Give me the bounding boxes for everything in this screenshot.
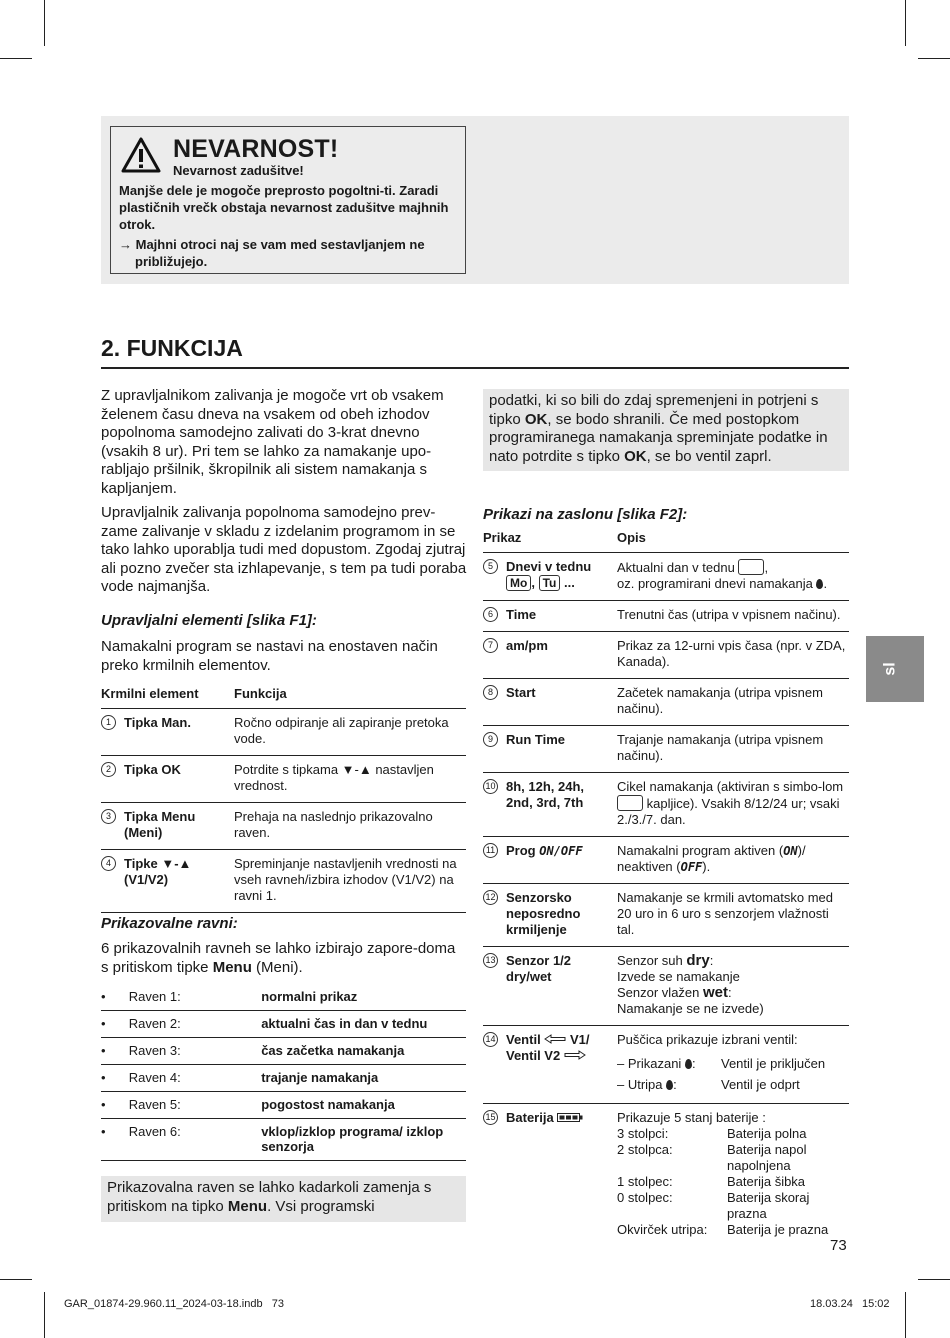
display-name: Senzor 1/2 dry/wet bbox=[506, 953, 572, 984]
wet-label: wet bbox=[703, 984, 729, 1001]
warning-instruction: → Majhni otroci naj se vam med sestavljanjem ne približujejo. bbox=[119, 237, 425, 269]
display-name: 8h, 12h, 24h, 2nd, 3rd, 7th bbox=[506, 779, 585, 810]
drop-icon bbox=[666, 1080, 673, 1090]
display-desc: ). bbox=[702, 859, 711, 874]
number-badge: 7 bbox=[483, 638, 498, 653]
table-row bbox=[483, 632, 849, 679]
crop-mark bbox=[905, 1292, 906, 1338]
crop-mark bbox=[44, 1292, 45, 1338]
footer-file: GAR_01874-29.960.11_2024-03-18.indb 73 bbox=[64, 1298, 284, 1310]
language-tab bbox=[866, 636, 924, 702]
note-text-end: , se bo ventil zaprl. bbox=[646, 447, 772, 465]
display-desc: kapljice). Vsakih 8/12/24 ur; vsaki 2./3./7. dan. bbox=[617, 796, 840, 827]
display-desc: Namakanje se ne izvede) bbox=[617, 1001, 764, 1016]
levels-heading: Prikazovalne ravni: bbox=[101, 915, 238, 932]
level-label: Raven 1: bbox=[129, 984, 262, 1011]
state-key: 3 stolpci: bbox=[617, 1126, 669, 1141]
level-label: Raven 2: bbox=[129, 1011, 262, 1038]
number-badge: 6 bbox=[483, 607, 498, 622]
number-badge: 1 bbox=[101, 715, 116, 730]
section-heading: 2. FUNKCIJA bbox=[101, 335, 243, 361]
display-heading: Prikazi na zaslonu [slika F2]: bbox=[483, 506, 688, 523]
display-desc: Začetek namakanja (utripa vpisnem načinu). bbox=[617, 679, 849, 726]
display-desc: oz. programirani dnevi namakanja bbox=[617, 576, 813, 591]
bullet: • bbox=[101, 1011, 129, 1038]
crop-mark bbox=[0, 58, 32, 59]
bullet: • bbox=[101, 1119, 129, 1161]
level-value: čas začetka namakanja bbox=[261, 1038, 466, 1065]
warning-body bbox=[119, 182, 459, 270]
menu-key-label: Menu bbox=[212, 958, 252, 976]
state-value: Baterija polna bbox=[727, 1126, 807, 1141]
display-desc: Senzor vlažen bbox=[617, 985, 703, 1000]
display-name: Senzorsko neposredno krmiljenje bbox=[506, 890, 581, 937]
state-key: – Prikazani bbox=[617, 1056, 682, 1071]
bullet: • bbox=[101, 984, 129, 1011]
number-badge: 4 bbox=[101, 856, 116, 871]
level-value: trajanje namakanja bbox=[261, 1065, 466, 1092]
language-tab-label: sl bbox=[881, 662, 899, 676]
display-desc: Aktualni dan v tednu bbox=[617, 560, 735, 575]
dry-label: dry bbox=[686, 952, 710, 969]
table-row bbox=[101, 756, 466, 803]
levels-intro-text: 6 prikazovalnih ravneh se lahko izbirajo zapore-doma s pritiskom tipke bbox=[101, 940, 456, 976]
control-desc: Spreminjanje nastavljenih vrednosti na vseh ravneh/izbira izhodov (V1/V2) na ravni 1. bbox=[234, 850, 466, 913]
intro-text bbox=[101, 387, 467, 603]
state-key: 2 stolpca: bbox=[617, 1142, 673, 1157]
ellipsis: ... bbox=[563, 575, 575, 590]
display-name: Time bbox=[506, 607, 537, 622]
note-text: podatki, ki so bili do zdaj spremenjeni in potrjeni s tipko bbox=[489, 392, 819, 428]
levels-intro bbox=[101, 940, 467, 977]
day-frame-icon bbox=[738, 559, 764, 575]
table-row bbox=[483, 947, 849, 1026]
table-row bbox=[101, 803, 466, 850]
ok-key-label: OK bbox=[624, 447, 647, 465]
arrow-right-icon bbox=[564, 1050, 586, 1060]
footer-date: 18.03.24 15:02 bbox=[810, 1298, 890, 1310]
display-name: V1/ bbox=[569, 1032, 590, 1047]
crop-mark bbox=[918, 1279, 950, 1280]
state-key: Okvirček utripa: bbox=[617, 1222, 708, 1237]
col-header-desc: Opis bbox=[617, 524, 849, 553]
table-row bbox=[483, 773, 849, 837]
ok-key-label: OK bbox=[524, 410, 548, 428]
table-row bbox=[483, 884, 849, 947]
table-row bbox=[483, 1104, 849, 1247]
crop-mark bbox=[44, 0, 45, 46]
level-label: Raven 5: bbox=[129, 1092, 262, 1119]
level-value: vklop/izklop programa/ izklop senzorja bbox=[261, 1119, 466, 1161]
levels-note bbox=[101, 1176, 466, 1222]
note-text: , se bodo shranili. Če med postopkom programiranega namakanja spreminjate podatke in nato potrdite s tipko bbox=[489, 410, 828, 465]
table-row bbox=[101, 709, 466, 756]
page-number: 73 bbox=[830, 1237, 847, 1254]
display-desc: Senzor suh bbox=[617, 953, 687, 968]
state-value: Ventil je priključen bbox=[721, 1056, 826, 1071]
level-value: normalni prikaz bbox=[261, 984, 466, 1011]
display-name: Baterija bbox=[506, 1110, 554, 1125]
level-value: pogostost namakanja bbox=[261, 1092, 466, 1119]
control-name: Tipka Man. bbox=[124, 715, 191, 730]
lcd-off: OFF bbox=[680, 860, 703, 874]
state-key: – Utripa bbox=[617, 1077, 663, 1092]
warning-triangle-icon bbox=[121, 137, 161, 173]
display-table bbox=[483, 524, 849, 1246]
menu-key-label: Menu bbox=[227, 1197, 268, 1215]
crop-mark bbox=[918, 58, 950, 59]
state-value: Ventil je odprt bbox=[721, 1077, 800, 1092]
number-badge: 8 bbox=[483, 685, 498, 700]
lcd-on-off: ON/OFF bbox=[539, 844, 583, 858]
control-name: Tipka OK bbox=[124, 762, 181, 777]
arrow-left-icon bbox=[544, 1034, 566, 1044]
list-item bbox=[101, 1119, 466, 1161]
control-name: Tipke ▼-▲ (V1/V2) bbox=[124, 856, 192, 887]
levels-list bbox=[101, 984, 466, 1161]
display-desc: Trajanje namakanja (utripa vpisnem načinu). bbox=[617, 726, 849, 773]
control-desc: Ročno odpiranje ali zapiranje pretoka vode. bbox=[234, 709, 466, 756]
control-desc: Prehaja na naslednjo prikazovalno raven. bbox=[234, 803, 466, 850]
crop-mark bbox=[0, 1279, 32, 1280]
display-desc: Izvede se namakanje bbox=[617, 969, 740, 984]
display-name: am/pm bbox=[506, 638, 548, 653]
controls-heading: Upravljalni elementi [slika F1]: bbox=[101, 612, 317, 629]
col-header-function: Funkcija bbox=[234, 680, 466, 709]
table-row: 14 Ventil V1/ Ventil V2 Puščica prikazuje izbrani ventil: – Prikazani : Ventil je priključen – Utripa : Ventil je odprt bbox=[483, 1026, 849, 1104]
intro-paragraph-1: Z upravljalnikom zalivanja je mogoče vrt ob vsakem želenem času dneva na vsakem od obeh izhodov popolnoma samodejno zalivati do 3-krat dnevno (vsakih 8 ur). Pri tem se lahko za namakanje upo-rabljajo pršilnik, škropilnik ali sistem namakanja s kapljanjem. bbox=[101, 387, 444, 497]
controls-intro: Namakalni program se nastavi na enostaven način preko krmilnih elementov. bbox=[101, 638, 438, 674]
crop-mark bbox=[905, 0, 906, 46]
state-value: Baterija napol napolnjena bbox=[727, 1142, 807, 1173]
warning-title: NEVARNOST! bbox=[173, 135, 339, 163]
table-row bbox=[483, 837, 849, 884]
number-badge: 2 bbox=[101, 762, 116, 777]
list-item bbox=[101, 1065, 466, 1092]
punct: . bbox=[823, 576, 828, 591]
display-name: Ventil bbox=[506, 1032, 541, 1047]
note-text-end: . Vsi programski bbox=[267, 1197, 375, 1215]
number-badge: 9 bbox=[483, 732, 498, 747]
display-name: Start bbox=[506, 685, 536, 700]
bullet: • bbox=[101, 1038, 129, 1065]
list-item bbox=[101, 1092, 466, 1119]
punct: : bbox=[728, 985, 732, 1000]
display-desc: )/ neaktiven ( bbox=[617, 843, 806, 874]
display-desc: Trenutni čas (utripa v vpisnem načinu). bbox=[617, 601, 849, 632]
state-value: Baterija šibka bbox=[727, 1174, 806, 1189]
day-key-mo: Mo bbox=[506, 575, 531, 591]
warning-text: Manjše dele je mogoče preprosto pogoltni-ti. Zaradi plastičnih vrečk obstaja nevarnost zadušitve majhnih otrok. bbox=[119, 183, 449, 232]
table-row: 5 Dnevi v tednu Mo , Tu ... Aktualni dan v tednu , oz. programirani dnevi namakanja . bbox=[483, 553, 849, 601]
number-badge: 15 bbox=[483, 1110, 498, 1125]
display-desc: Prikaz za 12-urni vpis časa (npr. v ZDA, Kanada). bbox=[617, 632, 849, 679]
level-label: Raven 6: bbox=[129, 1119, 262, 1161]
punct: : bbox=[709, 953, 714, 968]
controls-table bbox=[101, 680, 466, 913]
punct: , bbox=[764, 560, 769, 575]
number-badge: 11 bbox=[483, 843, 498, 858]
number-badge: 10 bbox=[483, 779, 498, 794]
number-badge: 3 bbox=[101, 809, 116, 824]
state-value: Baterija skoraj prazna bbox=[727, 1190, 810, 1221]
control-desc: Potrdite s tipkama ▼-▲ nastavljen vrednost. bbox=[234, 756, 466, 803]
table-row bbox=[483, 726, 849, 773]
day-key-tu: Tu bbox=[539, 575, 561, 591]
control-name: Tipka Menu (Meni) bbox=[124, 809, 196, 840]
warning-subtitle: Nevarnost zadušitve! bbox=[173, 163, 304, 178]
table-row bbox=[483, 679, 849, 726]
save-note bbox=[483, 389, 849, 471]
level-value: aktualni čas in dan v tednu bbox=[261, 1011, 466, 1038]
display-desc: Namakanje se krmili avtomatsko med 20 uro in 6 uro s senzorjem vlažnosti tal. bbox=[617, 884, 849, 947]
display-name: Run Time bbox=[506, 732, 565, 747]
number-badge: 5 bbox=[483, 559, 498, 574]
display-desc: Puščica prikazuje izbrani ventil: bbox=[617, 1032, 798, 1047]
list-item bbox=[101, 1038, 466, 1065]
display-desc: Prikazuje 5 stanj baterije : bbox=[617, 1110, 766, 1125]
drop-frame-icon bbox=[617, 795, 643, 811]
bullet: • bbox=[101, 1092, 129, 1119]
col-header-element: Krmilni element bbox=[101, 680, 234, 709]
intro-paragraph-2: Upravljalnik zalivanja popolnoma samodejno prev-zame zalivanje v skladu z izdelanim programom in se tako lahko uporablja tudi med dopustom. Zgodaj zjutraj ali pozno zvečer sta izhlapevanje, s tem pa tudi poraba vode najmanjša. bbox=[101, 504, 467, 595]
note-text: Prikazovalna raven se lahko kadarkoli zamenja s pritiskom na tipko bbox=[107, 1179, 432, 1215]
display-name: Ventil V2 bbox=[506, 1048, 561, 1063]
state-key: 0 stolpec: bbox=[617, 1190, 673, 1205]
number-badge: 13 bbox=[483, 953, 498, 968]
display-desc: Namakalni program aktiven ( bbox=[617, 843, 784, 858]
col-header-display: Prikaz bbox=[483, 524, 617, 553]
list-item bbox=[101, 984, 466, 1011]
level-label: Raven 4: bbox=[129, 1065, 262, 1092]
levels-intro-end: (Meni). bbox=[251, 958, 303, 976]
heading-rule bbox=[101, 367, 849, 369]
list-item bbox=[101, 1011, 466, 1038]
level-label: Raven 3: bbox=[129, 1038, 262, 1065]
display-desc: Cikel namakanja (aktiviran s simbo-lom bbox=[617, 779, 844, 794]
table-row bbox=[101, 850, 466, 913]
display-name: Prog bbox=[506, 843, 536, 858]
number-badge: 14 bbox=[483, 1032, 498, 1047]
number-badge: 12 bbox=[483, 890, 498, 905]
bullet: • bbox=[101, 1065, 129, 1092]
drop-icon bbox=[685, 1059, 692, 1069]
lcd-on: ON bbox=[783, 844, 798, 858]
battery-icon bbox=[557, 1112, 583, 1123]
state-key: 1 stolpec: bbox=[617, 1174, 673, 1189]
table-row bbox=[483, 601, 849, 632]
display-name: Dnevi v tednu bbox=[506, 559, 592, 574]
state-value: Baterija je prazna bbox=[727, 1222, 829, 1237]
warning-box bbox=[110, 126, 466, 274]
